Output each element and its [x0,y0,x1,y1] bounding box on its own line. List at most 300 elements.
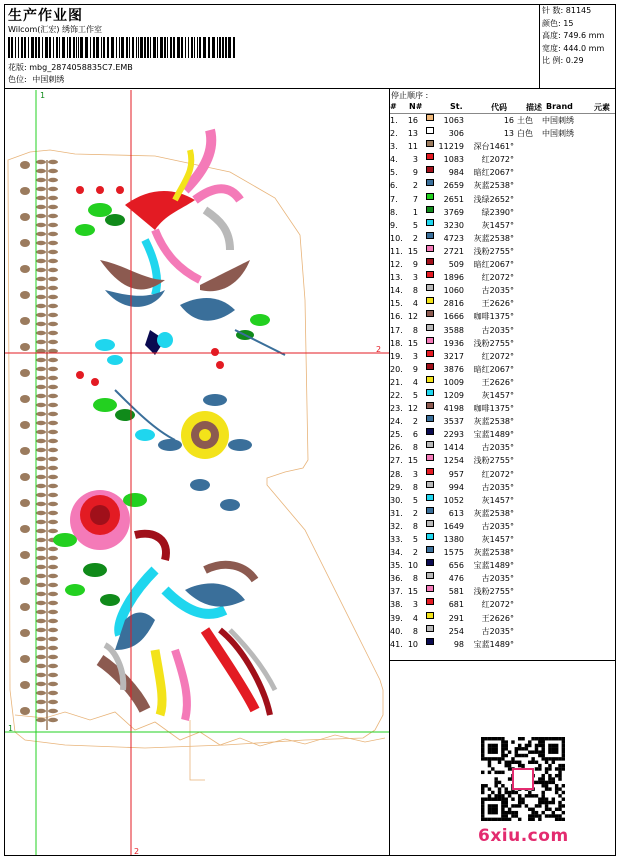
qr-module [494,771,497,774]
vine-bud [20,551,30,559]
pattern-label: 花版: [8,63,27,72]
cell-code: 浅粉2755° [473,246,514,256]
qr-module [488,761,491,764]
qr-module [498,737,501,740]
qr-module [494,737,497,740]
cell-n: 8 [412,325,418,335]
qr-module [511,761,514,764]
qr-module [501,784,504,787]
cell-n: 8 [412,574,418,584]
qr-module [558,818,561,821]
cell-st: 98 [453,639,464,649]
qr-module [491,757,494,760]
qr-module [515,804,518,807]
qr-module [535,804,538,807]
qr-module [508,777,511,780]
table-row [390,193,616,206]
barcode-bar [150,37,151,58]
vine-leaf [48,547,58,551]
color-swatch [426,572,434,579]
color-swatch [426,114,434,121]
qr-module [501,757,504,760]
vine-leaf [48,394,58,398]
vine-leaf [48,466,58,470]
cell-n: 3 [412,273,418,283]
design-scale: 比 例: 0.29 [542,56,584,65]
cell-st: 681 [448,600,464,610]
vine-leaf [48,610,58,614]
cell-n: 5 [412,535,418,544]
cell-n: 12 [407,404,418,414]
color-swatch [426,625,434,632]
cell-st: 1052 [443,495,464,505]
vine-bud [20,343,30,351]
barcode-bar [67,37,68,58]
qr-module [498,794,501,797]
table-row [390,520,616,533]
qr-module [491,750,494,753]
cell-n: 5 [412,220,418,230]
qr-module [525,804,528,807]
qr-module [528,750,531,753]
qr-module [498,757,501,760]
color-swatch [426,140,434,147]
marker-1-left: 1 [8,724,14,733]
qr-module [531,794,534,797]
qr-module [501,771,504,774]
vine-leaf [36,475,46,479]
qr-module [535,747,538,750]
barcode-bar [157,37,158,58]
qr-module [518,764,521,767]
qr-module [528,761,531,764]
qr-module [545,797,548,800]
qr-module [538,818,541,821]
vine-leaf [48,322,58,326]
qr-module [555,744,558,747]
qr-module [505,791,508,794]
cell-num: 14. [390,286,403,296]
qr-module [541,754,544,757]
qr-module [488,744,491,747]
vine-leaf [36,547,46,551]
qr-module [538,801,541,804]
qr-module [552,750,555,753]
qr-module [531,757,534,760]
qr-module [491,811,494,814]
cell-num: 16. [390,312,403,322]
qr-module [505,740,508,743]
qr-module [535,781,538,784]
col-needle: N# [409,102,423,111]
qr-module [531,818,534,821]
cell-st: 254 [448,626,464,636]
qr-module [528,744,531,747]
vine-leaf [48,448,58,452]
table-row [390,350,616,363]
qr-module [548,801,551,804]
barcode-bar [96,37,99,58]
cell-st: 1414 [443,443,464,453]
qr-module [505,818,508,821]
qr-code [481,737,565,821]
qr-module [501,801,504,804]
color-swatch [426,153,434,160]
vine-leaf [48,574,58,578]
barcode-bar [164,37,166,58]
qr-module [515,814,518,817]
qr-module [484,784,487,787]
cell-st: 4723 [443,233,464,243]
leaf-cluster-mid-left [76,339,175,441]
vine-leaf [36,493,46,497]
barcode-bar [24,37,26,58]
qr-module [488,811,491,814]
vine-leaf [48,187,58,191]
cell-num: 19. [390,351,403,361]
qr-module [555,808,558,811]
cell-st: 2721 [443,246,464,256]
marker-2-right: 2 [376,345,382,354]
cell-n: 8 [412,286,418,296]
cell-code: 古2035° [481,325,514,335]
barcode-bar [181,37,183,58]
pattern-value: mbg_2874058835C7.EMB [29,63,133,72]
vine-bud [20,473,30,481]
table-row [390,441,616,454]
cell-st: 1209 [443,390,464,400]
vine-bud [20,187,30,195]
qr-module [548,777,551,780]
color-swatch [426,193,434,200]
table-row [390,363,616,376]
barcode-bar [194,37,195,58]
qr-module [552,737,555,740]
color-swatch [426,520,434,527]
barcode-bar [208,37,210,58]
vine-leaf [36,619,46,623]
qr-module [552,811,555,814]
qr-module [505,787,508,790]
vine-leaf [36,628,46,632]
qr-module [501,818,504,821]
qr-module [481,784,484,787]
table-row [390,428,616,441]
barcode-bar [56,37,58,58]
cell-num: 15. [390,299,403,309]
qr-module [552,781,555,784]
cell-n: 2 [412,233,418,243]
qr-module [481,747,484,750]
qr-module [525,747,528,750]
vine-leaf [48,628,58,632]
qr-module [481,791,484,794]
vine-leaf [48,421,58,425]
qr-module [531,811,534,814]
table-row [390,533,616,546]
qr-module [521,797,524,800]
vine-leaf [36,232,46,236]
barcode-bar [199,37,201,58]
cell-num: 28. [390,469,403,479]
qr-module [508,818,511,821]
qr-module [501,737,504,740]
color-swatch [426,612,434,619]
cell-code: 浅粉2755° [473,338,514,348]
cell-st: 2651 [443,194,464,204]
color-swatch [426,638,434,645]
qr-module [521,737,524,740]
cell-n: 8 [412,443,418,453]
cell-code: 绿2390° [481,207,514,217]
vine-leaf [48,718,58,722]
table-row [390,598,616,611]
cell-st: 1254 [443,456,464,466]
cell-num: 3. [390,142,398,152]
cell-code: 暗红2067° [473,260,514,270]
qr-module [498,781,501,784]
cell-num: 23. [390,404,403,414]
qr-module [562,750,565,753]
color-swatch [426,179,434,186]
vine-leaf [36,502,46,506]
qr-module [494,781,497,784]
barcode-bar [8,37,10,58]
color-swatch [426,232,434,239]
vine-bud [20,499,30,507]
cell-st: 581 [448,587,464,597]
barcode-bar [222,37,224,58]
cell-st: 613 [448,508,464,518]
qr-module [555,818,558,821]
vine-leaf [48,556,58,560]
qr-module [555,750,558,753]
vine-leaf [36,655,46,659]
qr-module [558,801,561,804]
vine-leaf [48,304,58,308]
qr-module [491,767,494,770]
qr-module [525,744,528,747]
qr-module [511,811,514,814]
vine-leaf [36,394,46,398]
cell-n: 8 [412,521,418,531]
vine-leaf [36,718,46,722]
qr-module [541,801,544,804]
color-swatch [426,363,434,370]
qr-module [531,737,534,740]
vine-leaf [36,169,46,173]
vine-leaf [36,673,46,677]
vine-bud [20,577,30,585]
garment-hem [15,712,385,746]
qr-module [552,797,555,800]
qr-module [535,761,538,764]
cell-st: 11219 [438,142,464,152]
vine-leaf [48,511,58,515]
qr-module [548,744,551,747]
qr-module [508,767,511,770]
qr-module [538,777,541,780]
cell-st: 1063 [443,116,464,125]
qr-module [505,764,508,767]
barcode-bar [225,37,227,58]
design-canvas [5,90,389,855]
barcode-bar [233,37,235,58]
vine-leaf [48,664,58,668]
qr-module [494,747,497,750]
vine-leaf [48,583,58,587]
qr-module [481,757,484,760]
barcode-bar [45,37,48,58]
vine-leaf [36,484,46,488]
cell-code: 红2072° [481,155,514,165]
qr-module [562,767,565,770]
vine-leaf [48,376,58,380]
cell-n: 12 [407,312,418,322]
cell-st: 1575 [443,548,464,558]
vine-leaf [48,331,58,335]
vine-leaf [48,232,58,236]
qr-module [508,808,511,811]
vine-leaf [36,511,46,515]
cell-num: 11. [390,246,403,256]
qr-module [558,804,561,807]
cell-n: 10 [407,639,418,649]
cell-num: 13. [390,273,403,283]
qr-module [518,818,521,821]
cell-n: 4 [412,299,418,309]
cell-code: 灰蓝2538° [473,233,514,243]
color-swatch [426,402,434,409]
vine-leaf [36,286,46,290]
cell-st: 291 [448,613,464,623]
vine-bud [20,629,30,637]
barcode-bar [107,37,109,58]
vine-leaf [36,223,46,227]
vine-bud [20,317,30,325]
barcode-bar [15,37,16,58]
vine-leaf [36,277,46,281]
leaf-cluster-mid-right [211,314,285,369]
cell-n: 4 [412,613,418,623]
barcode-bar [116,37,117,58]
cell-num: 26. [390,443,403,453]
qr-module [505,744,508,747]
vine-leaf [48,484,58,488]
cell-num: 5. [390,168,398,178]
vine-leaf [36,322,46,326]
cell-code: 暗红2067° [473,168,514,178]
garment-cutout [190,720,205,780]
qr-module [488,808,491,811]
vine-leaf [36,259,46,263]
color-swatch [426,127,434,134]
qr-module [498,791,501,794]
cell-code: 灰蓝2538° [473,181,514,191]
barcode-bar [177,37,180,58]
vine-leaf [36,457,46,461]
table-row [390,219,616,232]
vine-leaf [36,196,46,200]
barcode-bar [228,37,231,58]
qr-module [498,761,501,764]
cell-brand: 中国刺绣 [542,129,574,139]
qr-module [535,750,538,753]
cell-n: 10 [407,561,418,571]
barcode-bar [31,37,34,58]
vine-leaf [48,529,58,533]
qr-module [518,747,521,750]
color-swatch [426,507,434,514]
qr-module [501,814,504,817]
vine-leaf [36,709,46,713]
color-swatch [426,468,434,475]
qr-module [515,811,518,814]
cell-st: 1936 [443,338,464,348]
table-row [390,494,616,507]
vine-leaf [36,187,46,191]
barcode-bar [101,37,102,58]
cell-code: 王2626° [481,613,514,623]
vine-bud [20,681,30,689]
vine-leaf [48,673,58,677]
vine-leaf [36,682,46,686]
vine-leaf [36,592,46,596]
qr-module [545,767,548,770]
cell-st: 656 [448,561,464,571]
qr-module [558,777,561,780]
vine-leaf [36,529,46,533]
color-swatch [426,494,434,501]
barcode-bar [167,37,168,58]
phoenix-bottom [100,534,275,720]
vine-leaf [36,250,46,254]
vine-leaf [36,439,46,443]
color-swatch [426,297,434,304]
qr-module [528,808,531,811]
table-row [390,415,616,428]
cell-num: 27. [390,456,403,466]
table-row [390,258,616,271]
barcode-bar [103,37,105,58]
qr-module [531,808,534,811]
vine-leaf [48,475,58,479]
barcode-bar [42,37,43,58]
qr-module [481,808,484,811]
barcode-bar [197,37,198,58]
table-row [390,507,616,520]
vine-leaf [48,457,58,461]
cell-st: 2293 [443,430,464,440]
qr-module [562,791,565,794]
vine-leaf [48,646,58,650]
watermark-site: 6xiu.com [478,826,569,846]
colorway-value: 中国刺绣 [32,75,65,84]
qr-module [481,754,484,757]
qr-module [528,794,531,797]
cell-st: 984 [448,168,464,178]
qr-module [494,797,497,800]
qr-module [528,791,531,794]
qr-module [481,801,484,804]
cell-st: 2816 [443,299,464,309]
table-row [390,284,616,297]
qr-module [498,818,501,821]
qr-module [541,777,544,780]
qr-module [558,771,561,774]
vine-leaf [48,637,58,641]
qr-module [558,787,561,790]
